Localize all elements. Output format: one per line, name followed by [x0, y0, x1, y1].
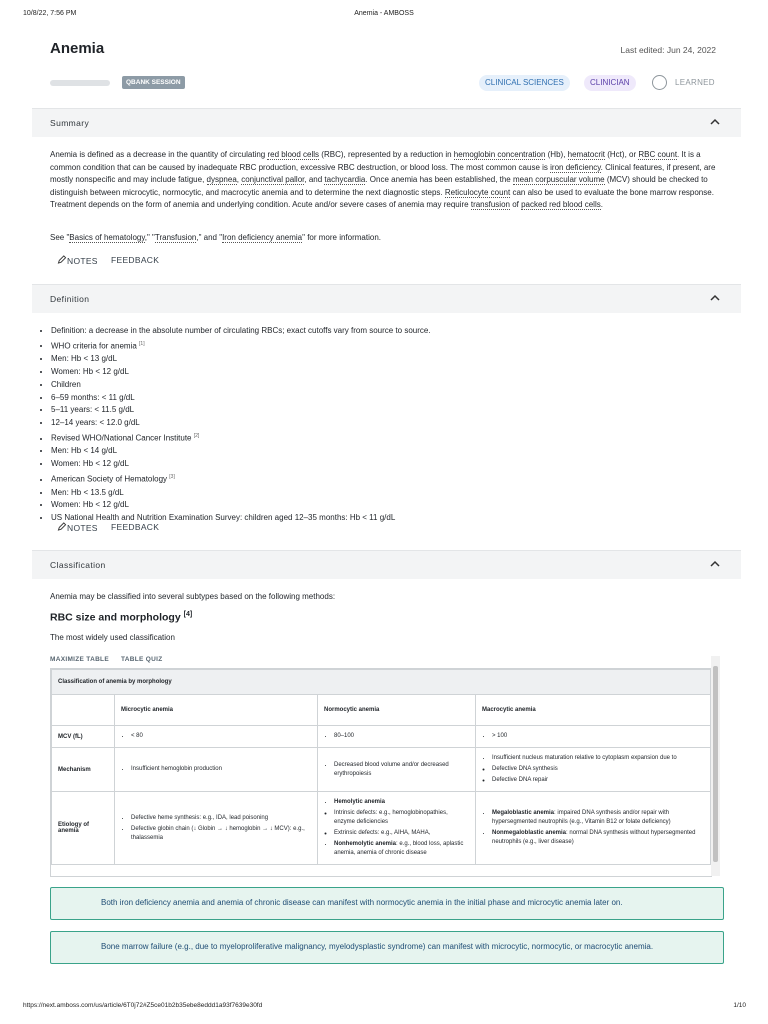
list-item: • 12–14 years: < 12.0 g/dL — [51, 417, 431, 430]
summary-paragraph: Anemia is defined as a decrease in the quantity of circulating red blood cells (RBC), represented by a reduction in hemoglobin concentration (Hb), hematocrit (Hct), or RBC count. It is a common condition that can be caused by inadequate RBC production, excessive RBC destruction, or blood loss. The most common cause is iron deficiency. Clinical features, if present, are mostly nonspecific and may include fatigue, dyspnea, conjunctival pallor, and tachycardia. Once anemia has been established, the mean corpuscular volume (MCV) should be checked to distinguish between microcytic, normocytic, and macrocytic anemia and to determine the next diagnostic steps. Reticulocyte count can also be used to evaluate the bone marrow response. Treatment depends on the form of anemia and underlying condition. Acute and/or severe cases of anemia may require transfusion of packed red blood cells. — [50, 150, 716, 209]
list-item: • Men: Hb < 14 g/dL — [51, 445, 431, 458]
reference-marker[interactable]: [3] — [169, 474, 175, 481]
list-item: • Men: Hb < 13 g/dL — [51, 353, 431, 366]
see-also-paragraph: See "Basics of hematology," "Transfusion," and "Iron deficiency anemia" for more information. — [50, 233, 381, 242]
print-page-number: 1/10 — [733, 1002, 746, 1009]
link-iron-deficiency[interactable]: iron deficiency — [550, 162, 601, 172]
tag-clinical-sciences[interactable]: CLINICAL SCIENCES — [479, 75, 570, 91]
chevron-up-icon[interactable] — [709, 558, 721, 570]
row-header: Mechanism — [52, 748, 115, 792]
list-item: • Definition: a decrease in the absolute number of circulating RBCs; exact cutoffs vary from source to source. — [51, 325, 431, 338]
table-cell: • Decreased blood volume and/or decreased erythropoiesis — [334, 761, 469, 779]
pencil-icon — [57, 255, 67, 264]
table-row — [52, 792, 711, 865]
print-doc-title: Anemia - AMBOSS — [354, 10, 414, 17]
table-cell: • Insufficient hemoglobin production — [131, 765, 311, 774]
table-cell: • Nonhemolytic anemia: e.g., blood loss, aplastic anemia, anemia of chronic disease — [334, 840, 469, 858]
link-iron-deficiency-anemia[interactable]: Iron deficiency anemia — [222, 233, 303, 242]
link-dyspnea[interactable]: dyspnea — [206, 175, 237, 184]
callout-box — [50, 887, 724, 920]
table-cell: • Defective globin chain (↓ Globin → ↓ hemoglobin → ↓ MCV): e.g., thalassemia — [131, 825, 311, 843]
list-item: • Women: Hb < 12 g/dL — [51, 499, 431, 512]
learned-label: LEARNED — [675, 78, 715, 87]
notes-button[interactable]: NOTES — [57, 522, 98, 533]
reference-marker[interactable]: [2] — [193, 433, 200, 440]
print-datetime: 10/8/22, 7:56 PM — [23, 10, 77, 17]
list-item: • Revised WHO/National Cancer Institute [2] — [51, 430, 431, 445]
link-rbc-count[interactable]: RBC count — [638, 150, 678, 159]
table-cell: • Nonmegaloblastic anemia: normal DNA synthesis without hypersegmented neutrophils (e.g., liver disease) — [492, 829, 704, 847]
list-item: • 5–11 years: < 11.5 g/dL — [51, 404, 431, 417]
table-cell: • Defective heme synthesis: e.g., IDA, lead poisoning — [131, 814, 311, 823]
link-transfusion[interactable]: transfusion — [470, 200, 510, 209]
section-header-classification[interactable] — [32, 550, 741, 579]
maximize-table-button[interactable]: MAXIMIZE TABLE — [50, 656, 109, 663]
reference-marker[interactable]: [1] — [139, 340, 145, 347]
progress-bar — [50, 80, 110, 86]
classification-table — [50, 668, 712, 877]
table-row — [52, 726, 711, 748]
link-conjunctival-pallor[interactable]: conjunctival pallor — [241, 175, 305, 184]
link-packed-rbc[interactable]: packed red blood cells — [521, 200, 601, 209]
link-reticulocyte-count[interactable]: Reticulocyte count — [444, 187, 511, 197]
tag-clinician[interactable]: CLINICIAN — [584, 75, 636, 91]
table-quiz-button[interactable]: TABLE QUIZ — [121, 656, 163, 663]
reference-marker[interactable]: [4] — [183, 611, 193, 618]
list-item: • Women: Hb < 12 g/dL — [51, 458, 431, 471]
list-item: • American Society of Hematology [3] — [51, 471, 431, 486]
list-item: • Men: Hb < 13.5 g/dL — [51, 487, 431, 500]
row-header: MCV (fL) — [52, 726, 115, 748]
link-transfusion-article[interactable]: Transfusion — [154, 233, 197, 242]
list-item: • US National Health and Nutrition Examination Survey: children aged 12–35 months: Hb < 11 g/dL — [51, 512, 431, 525]
page-title: Anemia — [50, 40, 105, 57]
section-title: Definition — [50, 294, 90, 304]
row-header: Etiology of anemia — [52, 792, 115, 865]
subheading-note: The most widely used classification — [50, 633, 175, 642]
table-cell: ◦ Defective DNA repair — [492, 776, 704, 785]
callout-box — [50, 931, 724, 964]
link-red-blood-cells[interactable]: red blood cells — [267, 150, 320, 159]
chevron-up-icon[interactable] — [709, 116, 721, 128]
link-tachycardia[interactable]: tachycardia — [324, 175, 366, 184]
table-corner — [52, 695, 115, 726]
table-cell: • < 80 — [131, 732, 311, 741]
qbank-session-badge[interactable]: QBANK SESSION — [122, 76, 185, 89]
callout-text: Both iron deficiency anemia and anemia of chronic disease can manifest with normocytic anemia in the initial phase and microcytic anemia later on. — [101, 898, 623, 907]
table-row — [52, 748, 711, 792]
table-cell: • 80–100 — [334, 732, 469, 741]
table-cell: ◦ Extrinsic defects: e.g., AIHA, MAHA, — [334, 829, 469, 838]
pencil-icon — [57, 522, 67, 531]
table-cell: ◦ Defective DNA synthesis — [492, 765, 704, 774]
section-header-definition[interactable] — [32, 284, 741, 313]
link-mcv[interactable]: mean corpuscular volume — [512, 175, 605, 184]
last-edited: Last edited: Jun 24, 2022 — [620, 45, 716, 55]
table-cell: ◦ Intrinsic defects: e.g., hemoglobinopathies, enzyme deficiencies — [334, 809, 469, 827]
table-cell: • Hemolytic anemia — [334, 798, 469, 807]
feedback-button[interactable]: FEEDBACK — [111, 522, 160, 532]
chevron-up-icon[interactable] — [709, 292, 721, 304]
column-header: Normocytic anemia — [318, 695, 476, 726]
link-hematocrit[interactable]: hematocrit — [567, 150, 606, 159]
column-header: Macrocytic anemia — [476, 695, 711, 726]
feedback-button[interactable]: FEEDBACK — [111, 255, 160, 265]
table-cell: • Megaloblastic anemia: impaired DNA synthesis and/or repair with hypersegmented neutrophils (e.g., Vitamin B12 or folate deficiency) — [492, 809, 704, 827]
classification-intro: Anemia may be classified into several subtypes based on the following methods: — [50, 592, 336, 601]
section-title: Summary — [50, 118, 90, 128]
table-caption: Classification of anemia by morphology — [52, 670, 711, 695]
definition-list — [38, 325, 431, 525]
print-url: https://next.amboss.com/us/article/6T0j72#Z5ce01b2b35ebe8eddd1a93f7639e30fd — [23, 1002, 263, 1009]
callout-text: Bone marrow failure (e.g., due to myeloproliferative malignancy, myelodysplastic syndrome) can manifest with microcytic, normocytic, or macrocytic anemia. — [101, 942, 654, 951]
section-title: Classification — [50, 560, 106, 570]
list-item: • WHO criteria for anemia [1] — [51, 338, 431, 353]
section-header-summary[interactable] — [32, 108, 741, 137]
list-item: • Women: Hb < 12 g/dL — [51, 366, 431, 379]
column-header: Microcytic anemia — [115, 695, 318, 726]
link-basics-hematology[interactable]: Basics of hematology — [69, 233, 145, 242]
table-scrollbar[interactable] — [711, 656, 720, 876]
link-hemoglobin[interactable]: hemoglobin concentration — [453, 150, 546, 159]
learned-toggle[interactable] — [652, 75, 667, 90]
table-cell: • > 100 — [492, 732, 704, 741]
notes-button[interactable]: NOTES — [57, 255, 98, 266]
list-item: • 6–59 months: < 11 g/dL — [51, 392, 431, 405]
scrollbar-thumb[interactable] — [713, 666, 718, 862]
list-item: • Children — [51, 379, 431, 392]
table-cell: • Insufficient nucleus maturation relative to cytoplasm expansion due to — [492, 754, 704, 763]
subheading-rbc-size: RBC size and morphology [4] — [50, 611, 193, 624]
